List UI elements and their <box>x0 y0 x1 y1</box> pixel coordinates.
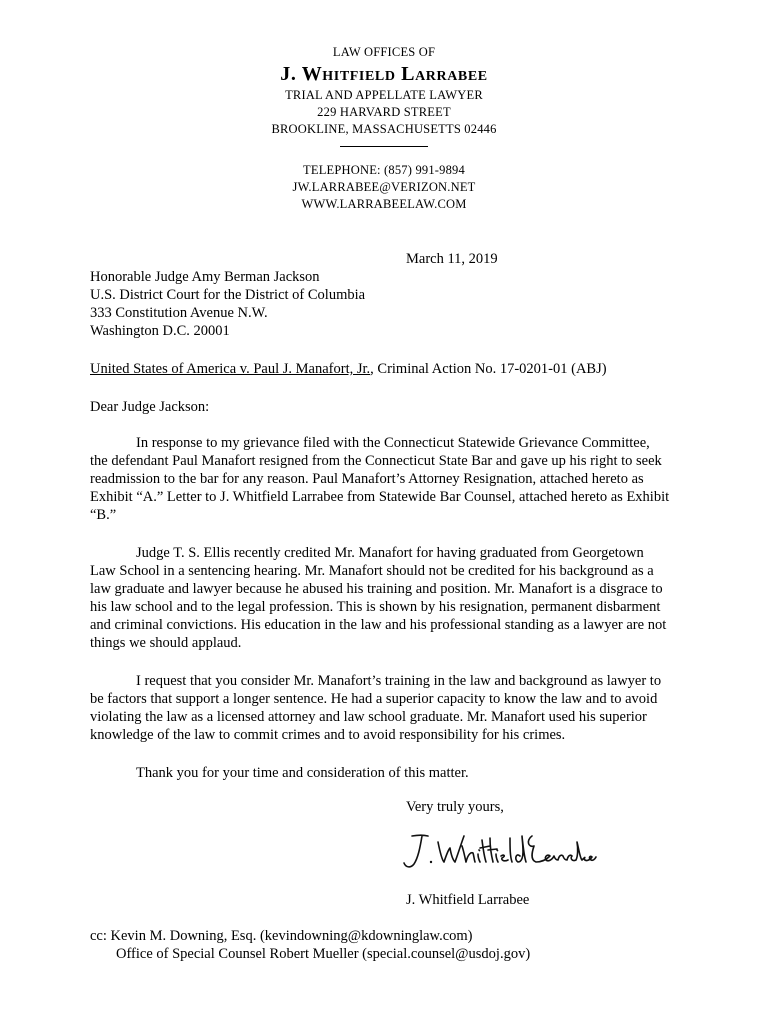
recipient-line: Honorable Judge Amy Berman Jackson <box>90 269 320 285</box>
case-number: , Criminal Action No. 17-0201-01 (ABJ) <box>370 361 607 377</box>
recipient-line: 333 Constitution Avenue N.W. <box>90 305 268 321</box>
letterhead-firm-prefix: LAW OFFICES OF <box>332 45 436 59</box>
case-name: United States of America v. Paul J. Manafort, Jr. <box>90 361 371 377</box>
letterhead-divider <box>340 146 428 147</box>
re-line <box>90 360 607 378</box>
signer-name: J. Whitfield Larrabee <box>406 892 530 908</box>
recipient-address <box>90 268 365 340</box>
recipient-line: U.S. District Court for the District of Columbia <box>90 287 366 303</box>
body-paragraph-2: Judge T. S. Ellis recently credited Mr. Manafort for having graduated from Georgetown Law School in a sentencing hearing. Mr. Manafort should not be credited for his background as a law graduate and lawyer because he abused his training and position. Mr. Manafort is a disgrace to his law school and to the legal profession. This is shown by his resignation, permanent disbarment and criminal convictions. His education in the law and his professional standing as a lawyer are not things we should applaud. <box>90 545 667 651</box>
letterhead-contact <box>0 162 768 213</box>
letterhead-website: WWW.LARRABEELAW.COM <box>301 197 467 211</box>
letterhead-telephone: TELEPHONE: (857) 991-9894 <box>303 163 465 177</box>
letterhead-street: 229 HARVARD STREET <box>317 105 451 119</box>
recipient-line: Washington D.C. 20001 <box>90 323 230 339</box>
letterhead-title: TRIAL AND APPELLATE LAWYER <box>285 88 483 102</box>
cc-list <box>90 927 530 963</box>
body-paragraph-3: I request that you consider Mr. Manafort’s training in the law and background as lawyer to be factors that support a longer sentence. He had a superior capacity to know the law and to avoid violating the law as a licensed attorney and law school graduate. Mr. Manafort used his superior knowledge of the law to commit crimes and to avoid responsibility for his crimes. <box>90 673 662 743</box>
letterhead-email: JW.LARRABEE@VERIZON.NET <box>292 180 476 194</box>
cc-line: Office of Special Counsel Robert Mueller (special.counsel@usdoj.gov) <box>116 946 531 962</box>
letter-date: March 11, 2019 <box>406 251 498 267</box>
letterhead <box>0 44 768 213</box>
body-paragraph-1: In response to my grievance filed with the Connecticut Statewide Grievance Committee, the defendant Paul Manafort resigned from the Connecticut State Bar and gave up his right to seek readmission to the bar for any reason. Paul Manafort’s Attorney Resignation, attached hereto as Exhibit “A.” Letter to J. Whitfield Larrabee from Statewide Bar Counsel, attached hereto as Exhibit “B.” <box>90 435 670 523</box>
letterhead-name: J. Whitfield Larrabee <box>280 63 488 85</box>
salutation: Dear Judge Jackson: <box>90 399 210 415</box>
closing: Very truly yours, <box>406 799 504 815</box>
body-paragraph-4: Thank you for your time and consideration of this matter. <box>136 765 469 781</box>
letterhead-city: BROOKLINE, MASSACHUSETTS 02446 <box>271 122 497 136</box>
cc-line: cc: Kevin M. Downing, Esq. (kevindowning@kdowninglaw.com) <box>90 928 473 944</box>
handwritten-signature <box>398 826 598 874</box>
